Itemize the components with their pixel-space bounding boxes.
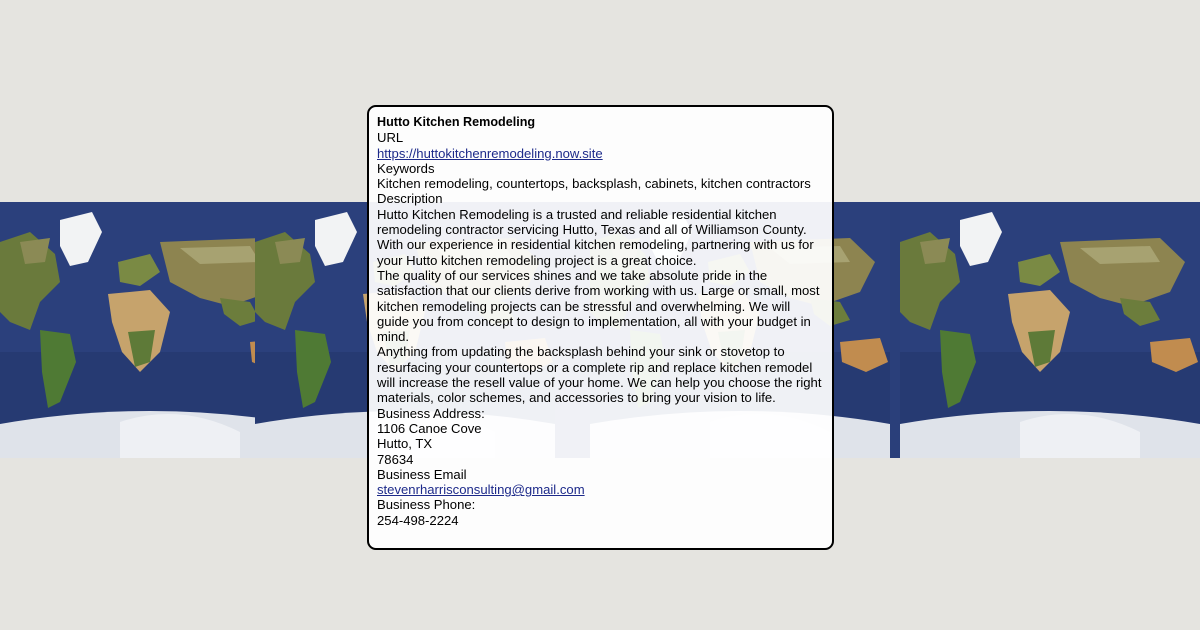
business-title: Hutto Kitchen Remodeling <box>377 115 536 129</box>
url-label: URL <box>377 130 404 146</box>
keywords-label: Keywords <box>377 160 435 176</box>
description-paragraph: Hutto Kitchen Remodeling is a trusted and reliable residential kitchen remodeling contractor servicing Hutto, Texas and all of Williamson County. With our experience in residential kitchen remodeling, partnering with us for your Hutto kitchen remodeling project is a great choice. <box>377 206 814 268</box>
description-paragraph: The quality of our services shines and we take absolute pride in the satisfaction that our clients derive from working with us. Large or small, most kitchen remodeling projects can be stressful and overwhelming. We will guide you from concept to design to implementation, all with your budget in mind. <box>377 267 820 345</box>
description-paragraph: Anything from updating the backsplash behind your sink or stovetop to resurfacing your countertops or a complete rip and replace kitchen remodel will increase the resell value of your home. We can help you choose the right materials, color schemes, and accessories to bring your vision to life. <box>377 344 822 406</box>
phone-number: 254-498-2224 <box>377 512 459 528</box>
world-map-tile <box>900 202 1200 458</box>
address-label: Business Address: <box>377 405 485 421</box>
description-label: Description <box>377 191 443 207</box>
address-street: 1106 Canoe Cove <box>377 420 482 436</box>
business-listing-card <box>367 105 834 550</box>
email-link[interactable]: stevenrharrisconsulting@gmail.com <box>377 482 585 498</box>
email-label: Business Email <box>377 466 467 482</box>
phone-label: Business Phone: <box>377 497 476 513</box>
keywords-text: Kitchen remodeling, countertops, backsplash, cabinets, kitchen contractors <box>377 176 811 192</box>
website-link[interactable]: https://huttokitchenremodeling.now.site <box>377 145 603 161</box>
address-city: Hutto, TX <box>377 436 433 452</box>
address-zip: 78634 <box>377 451 414 467</box>
